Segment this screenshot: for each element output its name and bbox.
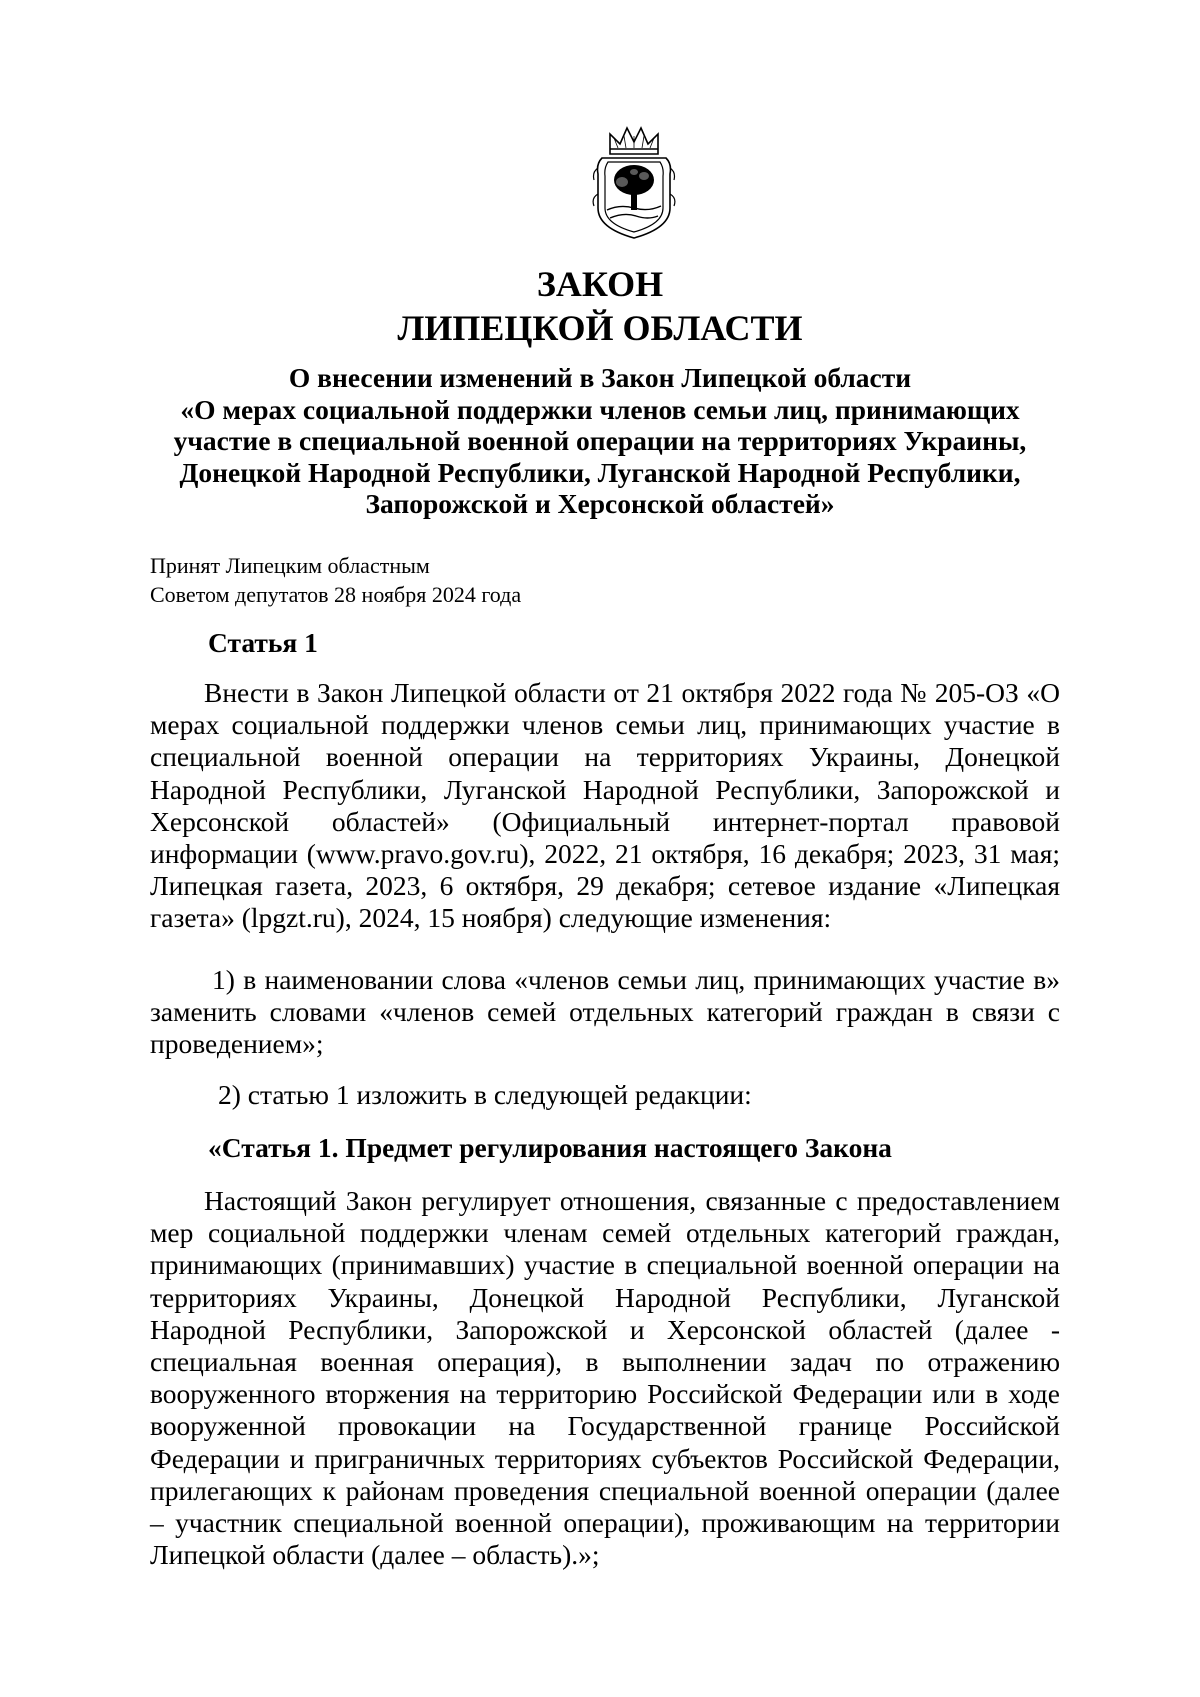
quoted-article-text: Настоящий Закон регулирует отношения, связанные с предоставлением мер социальной поддержки членам семей отдельных категорий граждан, принимающих (принимавших) участие в специальной военной операции на территориях Украины, Донецкой Народной Республики, Луганской Народной Республики, Запорожской и Херсонской областей (далее - специальная военная операция), в выполнении задач по отражению вооруженного вторжения на территорию Российской Федерации или в ходе вооруженной провокации на Государственной границе Российской Федерации и приграничных территориях субъектов Российской Федерации, прилегающих к районам проведения специальной военной операции (далее – участник специальной военной операции), проживающим на территории Липецкой области (далее – область).»; <box>150 1185 1060 1571</box>
adoption-note <box>150 551 521 609</box>
article-1-intro: Внести в Закон Липецкой области от 21 октября 2022 года № 205-ОЗ «О мерах социальной поддержки членов семьи лиц, принимающих участие в специальной военной операции на территориях Украины, Донецкой Народной Республики, Луганской Народной Республики, Запорожской и Херсонской областей» (Официальный интернет-портал правовой информации (www.pravo.gov.ru), 2022, 21 октября, 16 декабря; 2023, 31 мая; Липецкая газета, 2023, 6 октября, 29 декабря; сетевое издание «Липецкая газета» (lpgzt.ru), 2024, 15 ноября) следующие изменения: <box>150 677 1060 934</box>
adoption-line: Принят Липецким областным <box>150 553 430 578</box>
law-title: ЗАКОН <box>536 264 664 304</box>
subtitle-line: Донецкой Народной Республики, Луганской Народной Республики, <box>179 456 1021 488</box>
adoption-line: Советом депутатов 28 ноября 2024 года <box>150 582 522 607</box>
subtitle-line: Запорожской и Херсонской областей» <box>365 488 835 519</box>
subtitle-line: «О мерах социальной поддержки членов семьи лиц, принимающих <box>180 393 1020 425</box>
subtitle-line: участие в специальной военной операции на территориях Украины, <box>173 425 1027 456</box>
amendment-item-1: 1) в наименовании слова «членов семьи лиц, принимающих участие в» заменить словами «членов семей отдельных категорий граждан в связи с проведением»; <box>150 964 1060 1060</box>
amendment-item-2: 2) статью 1 изложить в следующей редакции: <box>218 1079 752 1110</box>
article-1-heading: Статья 1 <box>208 627 318 658</box>
law-region-title: ЛИПЕЦКОЙ ОБЛАСТИ <box>397 308 803 348</box>
law-subtitle <box>150 362 1050 520</box>
subtitle-line: О внесении изменений в Закон Липецкой области <box>288 362 912 393</box>
coat-of-arms-icon <box>588 124 680 242</box>
quoted-article-heading: «Статья 1. Предмет регулирования настоящего Закона <box>208 1132 892 1163</box>
